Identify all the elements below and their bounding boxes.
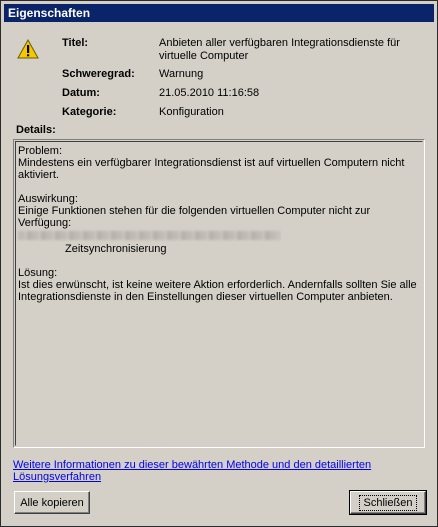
date-value: 21.05.2010 11:16:58 (159, 87, 260, 99)
problem-text: Mindestens ein verfügbarer Integrationsdienst ist auf virtuellen Computern nicht aktiviert. (18, 157, 405, 181)
impact-heading: Auswirkung: (18, 193, 78, 205)
impact-text: Einige Funktionen stehen für die folgenden virtuellen Computer nicht zur Verfügung: (18, 205, 371, 229)
category-value: Konfiguration (159, 106, 224, 118)
redacted-computer-list (18, 231, 280, 240)
close-button[interactable] (350, 491, 426, 514)
title-label: Titel: (62, 37, 89, 49)
severity-value: Warnung (159, 68, 204, 80)
date-label: Datum: (62, 87, 100, 99)
solution-heading: Lösung: (18, 267, 58, 279)
details-label: Details: (16, 124, 56, 136)
category-label: Kategorie: (62, 106, 117, 118)
close-button-label: Schließen (359, 495, 418, 511)
copy-all-button-label: Alle kopieren (20, 496, 84, 509)
window-title: Eigenschaften (8, 6, 91, 20)
impact-item: Zeitsynchronisierung (65, 243, 167, 255)
severity-label: Schweregrad: (62, 68, 135, 80)
title-value: Anbieten aller verfügbaren Integrationsdienste für virtuelle Computer (159, 37, 400, 62)
solution-text: Ist dies erwünscht, ist keine weitere Aktion erforderlich. Andernfalls sollten Sie alle Integrationsdienste in den Einstellungen dieser virtuellen Computer anbieten. (18, 279, 417, 303)
title-bar[interactable] (4, 4, 434, 22)
problem-heading: Problem: (18, 145, 63, 157)
copy-all-button[interactable] (14, 491, 90, 514)
warning-icon (17, 39, 39, 59)
more-info-link[interactable]: Weitere Informationen zu dieser bewährten Methode und den detaillierten Lösungsverfahren (13, 459, 372, 483)
details-text-box[interactable] (13, 139, 425, 448)
